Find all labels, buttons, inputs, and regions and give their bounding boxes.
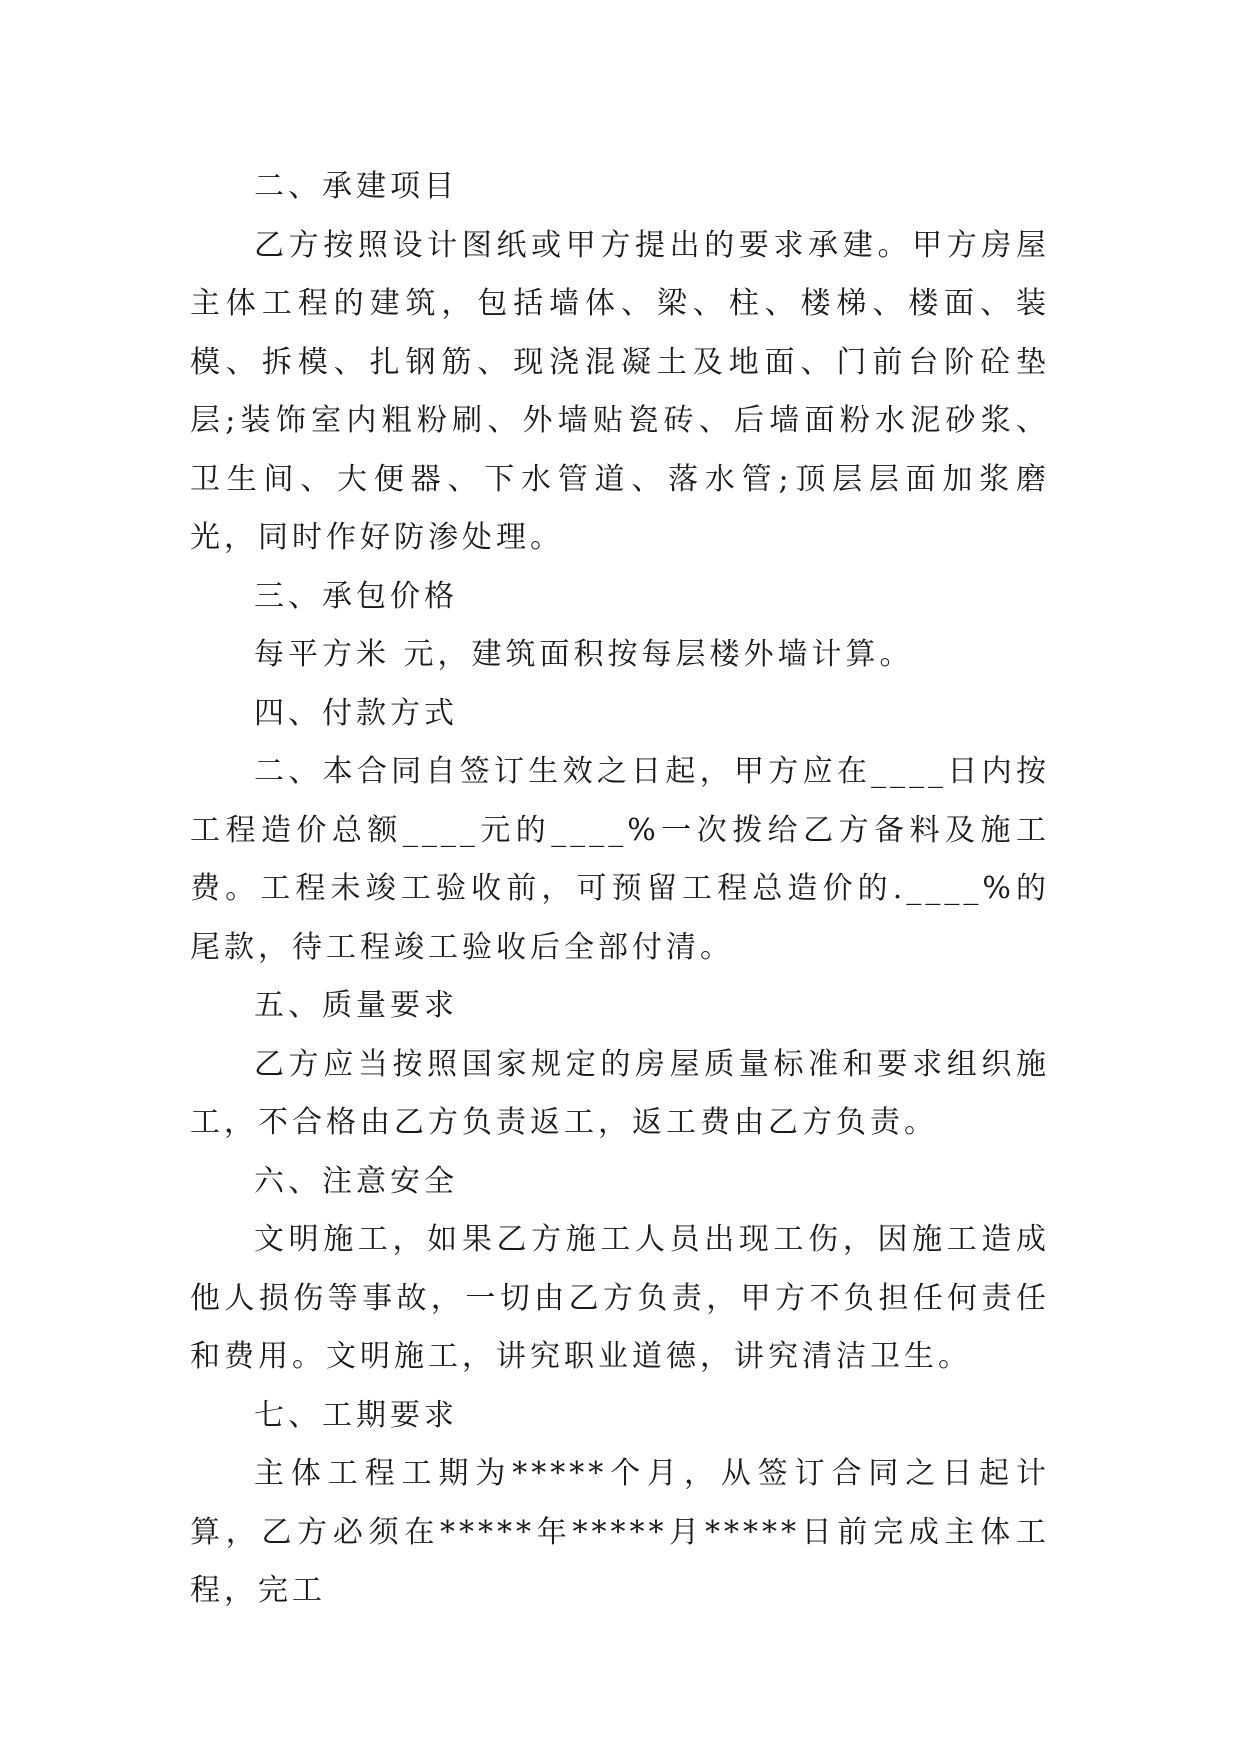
section-body-safety: 文明施工，如果乙方施工人员出现工伤，因施工造成他人损伤等事故，一切由乙方负责，甲方不负担任何责任和费用。文明施工，讲究职业道德，讲究清洁卫生。 [190, 1222, 1050, 1374]
section-heading-safety: 六、注意安全 [254, 1163, 458, 1199]
section-heading-schedule: 七、工期要求 [254, 1397, 458, 1433]
section-body-construction-items: 乙方按照设计图纸或甲方提出的要求承建。甲方房屋主体工程的建筑，包括墙体、梁、柱、楼梯、楼面、装模、拆模、扎钢筋、现浇混凝土及地面、门前台阶砼垫层;装饰室内粗粉刷、外墙贴瓷砖、后墙面粉水泥砂浆、卫生间、大便器、下水管道、落水管;顶层层面加浆磨光，同时作好防渗处理。 [190, 227, 1050, 555]
section-heading-construction-items: 二、承建项目 [254, 169, 458, 204]
section-body-payment-method: 二、本合同自签订生效之日起，甲方应在____日内按工程造价总额____元的____%一次拨给乙方备料及施工费。工程未竣工验收前，可预留工程总造价的.____%的尾款，待工程竣工验收后全部付清。 [190, 754, 1050, 965]
section-heading-contract-price: 三、承包价格 [254, 578, 458, 614]
section-body-contract-price: 每平方米 元，建筑面积按每层楼外墙计算。 [254, 637, 914, 672]
section-body-quality-requirements: 乙方应当按照国家规定的房屋质量标准和要求组织施工，不合格由乙方负责返工，返工费由乙方负责。 [190, 1046, 1050, 1140]
section-heading-quality-requirements: 五、质量要求 [254, 988, 458, 1023]
document-page [190, 158, 1050, 1621]
section-body-schedule: 主体工程工期为*****个月，从签订合同之日起计算，乙方必须在*****年*****月*****日前完成主体工程，完工 [190, 1456, 1050, 1608]
section-heading-payment-method: 四、付款方式 [254, 695, 458, 731]
